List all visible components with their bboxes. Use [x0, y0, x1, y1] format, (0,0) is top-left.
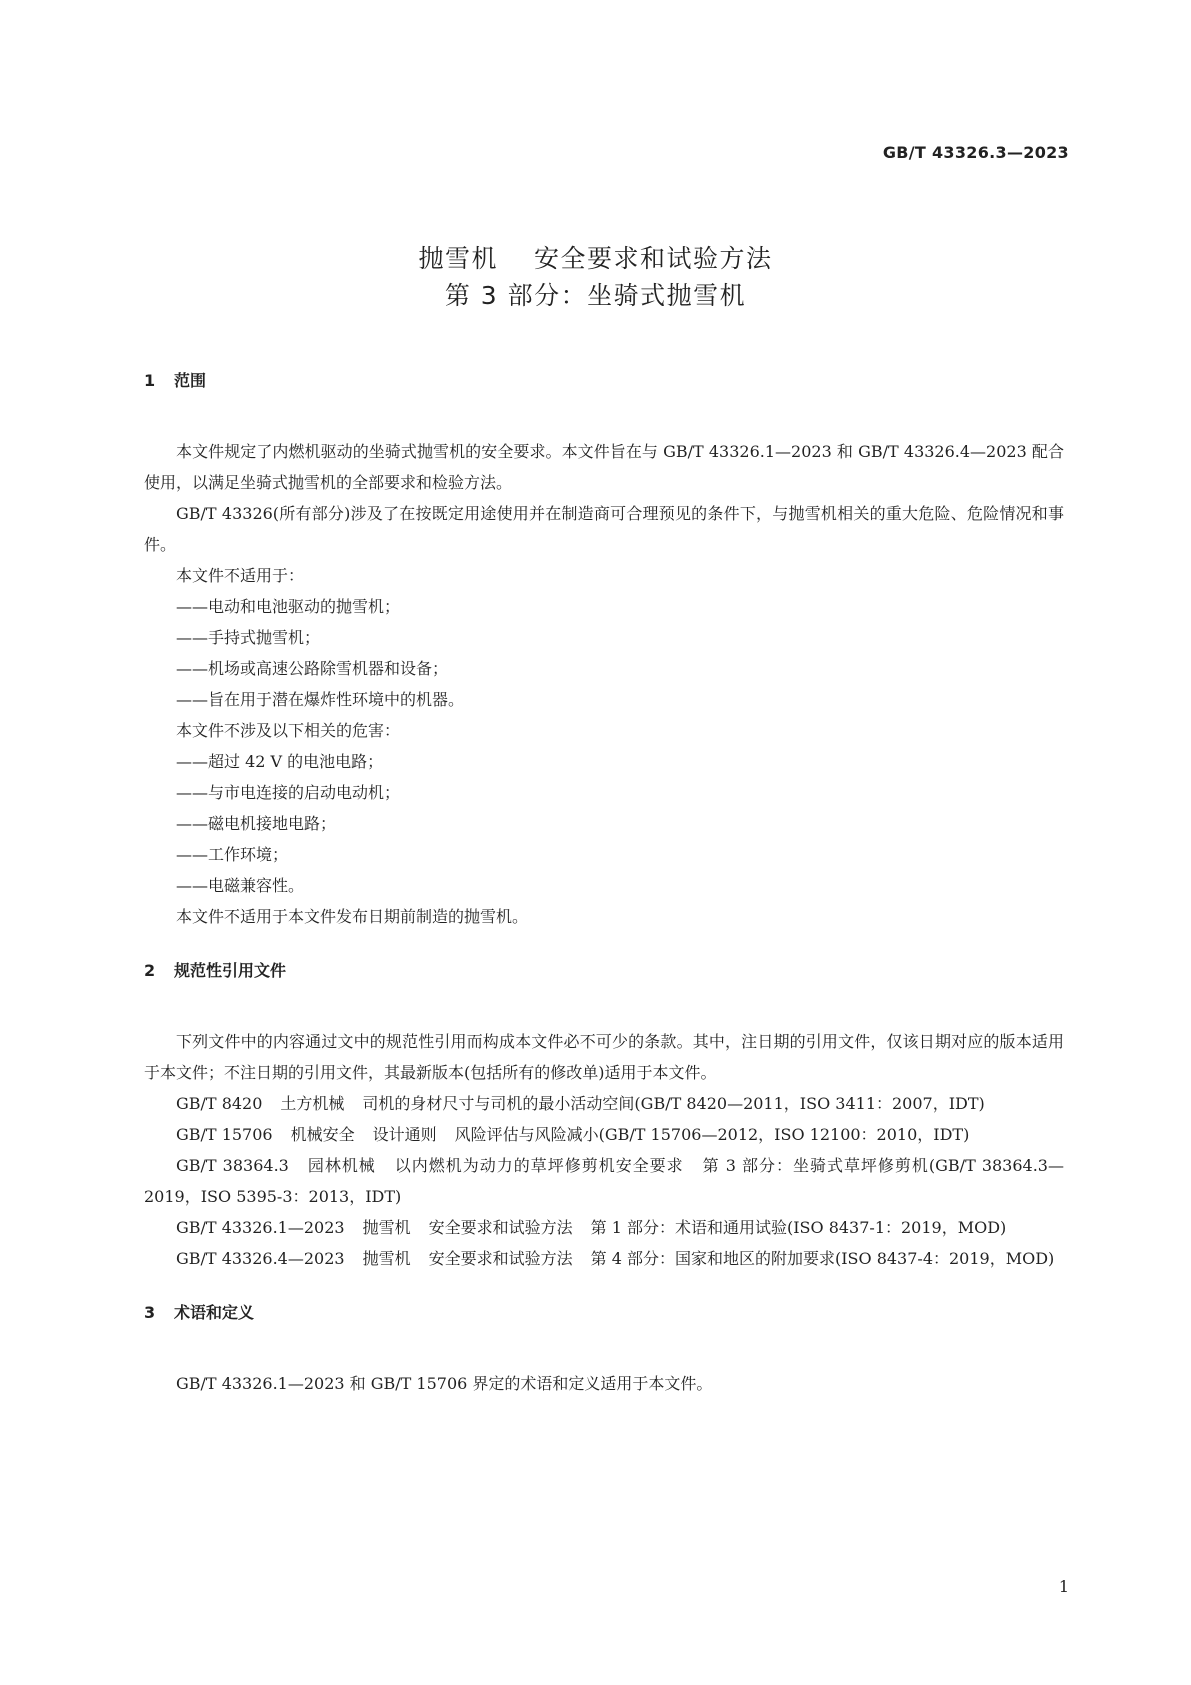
document-title [0, 240, 1191, 314]
list-item: ——超过 42 V 的电池电路； [176, 752, 384, 771]
paragraph: GB/T 43326.1—2023 和 GB/T 15706 界定的术语和定义适用于本文件。 [176, 1374, 713, 1393]
reference-entry: GB/T 15706 机械安全 设计通则 风险评估与风险减小(GB/T 15706—2012，ISO 12100：2010，IDT) [176, 1125, 970, 1144]
section-heading-normative-references [144, 958, 1064, 984]
reference-entry: GB/T 43326.1—2023 抛雪机 安全要求和试验方法 第 1 部分：术语和通用试验(ISO 8437-1：2019，MOD) [176, 1218, 1007, 1237]
list-item: ——磁电机接地电路； [176, 814, 337, 833]
section-title: 术语和定义 [174, 1303, 255, 1322]
title-subject: 抛雪机 [418, 244, 498, 273]
page-number: 1 [1058, 1577, 1069, 1596]
list-item: ——旨在用于潜在爆炸性环境中的机器。 [176, 690, 465, 709]
paragraph: 本文件不适用于本文件发布日期前制造的抛雪机。 [176, 907, 529, 926]
standard-number: GB/T 43326.3—2023 [882, 143, 1069, 162]
list-item: ——工作环境； [176, 845, 289, 864]
section-heading-terms [144, 1300, 1064, 1326]
list-item: ——机场或高速公路除雪机器和设备； [176, 659, 449, 678]
list-item: ——电磁兼容性。 [176, 876, 305, 895]
reference-entry: GB/T 38364.3 园林机械 以内燃机为动力的草坪修剪机安全要求 第 3 部分：坐骑式草坪修剪机(GB/T 38364.3—2019，ISO 5395-3：2013，IDT) [144, 1156, 1064, 1206]
title-line-1 [0, 240, 1191, 277]
paragraph: 本文件不适用于： [176, 566, 305, 585]
paragraph: 本文件规定了内燃机驱动的坐骑式抛雪机的安全要求。本文件旨在与 GB/T 43326.1—2023 和 GB/T 43326.4—2023 配合使用，以满足坐骑式抛雪机的全部要求和检验方法。 [144, 442, 1064, 492]
document-body [144, 368, 1064, 1399]
paragraph: 本文件不涉及以下相关的危害： [176, 721, 401, 740]
section-heading-scope [144, 368, 1064, 394]
list-item: ——手持式抛雪机； [176, 628, 321, 647]
paragraph: 下列文件中的内容通过文中的规范性引用而构成本文件必不可少的条款。其中，注日期的引用文件，仅该日期对应的版本适用于本文件；不注日期的引用文件，其最新版本(包括所有的修改单)适用于本文件。 [144, 1032, 1064, 1082]
section-number: 2 [144, 961, 156, 980]
paragraph: GB/T 43326(所有部分)涉及了在按既定用途使用并在制造商可合理预见的条件下，与抛雪机相关的重大危险、危险情况和事件。 [144, 504, 1064, 554]
reference-entry: GB/T 43326.4—2023 抛雪机 安全要求和试验方法 第 4 部分：国家和地区的附加要求(ISO 8437-4：2019，MOD) [176, 1249, 1055, 1268]
section-title: 规范性引用文件 [174, 961, 287, 980]
section-number: 3 [144, 1303, 156, 1322]
reference-code: GB/T 38364.3 [176, 1156, 289, 1175]
reference-code: GB/T 43326.4—2023 [176, 1249, 345, 1268]
title-topic: 安全要求和试验方法 [534, 244, 773, 273]
section-title: 范围 [174, 371, 207, 390]
title-line-2: 第 3 部分：坐骑式抛雪机 [444, 281, 747, 310]
reference-code: GB/T 43326.1—2023 [176, 1218, 345, 1237]
reference-entry: GB/T 8420 土方机械 司机的身材尺寸与司机的最小活动空间(GB/T 8420—2011，ISO 3411：2007，IDT) [176, 1094, 985, 1113]
reference-code: GB/T 8420 [176, 1094, 263, 1113]
list-item: ——与市电连接的启动电动机； [176, 783, 401, 802]
reference-code: GB/T 15706 [176, 1125, 273, 1144]
list-item: ——电动和电池驱动的抛雪机； [176, 597, 401, 616]
section-number: 1 [144, 371, 156, 390]
